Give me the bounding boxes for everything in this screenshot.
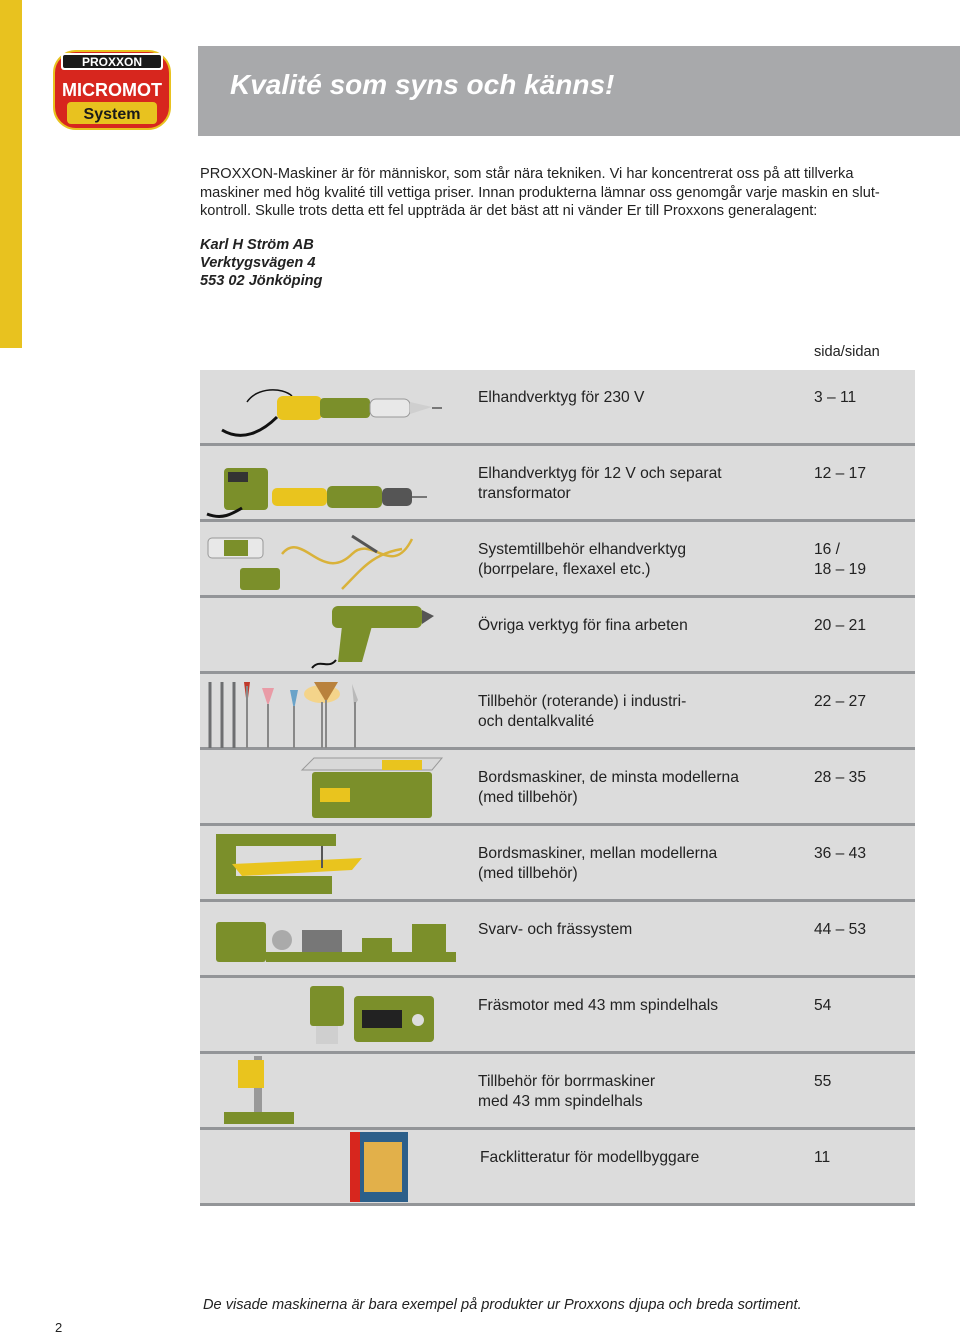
toc-row-pages: 20 – 21 <box>814 617 867 634</box>
rotary-bits-icon <box>202 676 470 748</box>
toc-row-pages: 11 <box>814 1149 831 1166</box>
toc-row[interactable] <box>200 598 915 674</box>
accent-sidebar <box>0 0 22 348</box>
toc-row-pages: 22 – 27 <box>814 693 867 710</box>
toc-row-pages: 55 <box>814 1073 832 1090</box>
book-icon <box>202 1132 470 1204</box>
lathe-icon <box>202 904 470 976</box>
toc-row-pages: 16 / 18 – 19 <box>814 541 867 578</box>
glue-gun-icon <box>202 600 470 672</box>
intro-paragraph <box>200 165 900 221</box>
toc-row-title: Fräsmotor med 43 mm spindelhals <box>478 997 719 1014</box>
toc-row[interactable] <box>200 902 915 978</box>
toc-row[interactable] <box>200 978 915 1054</box>
address-street: Verktygsvägen 4 <box>200 255 316 271</box>
toc-row[interactable] <box>200 1054 915 1130</box>
intro-line: PROXXON-Maskiner är för människor, som står nära tekniken. Vi har koncentrerat oss på att tillverka <box>200 166 854 182</box>
logo-product-text: MICROMOT <box>62 80 162 100</box>
toc-row[interactable] <box>200 826 915 902</box>
toc-row[interactable] <box>200 1130 915 1206</box>
flex-shaft-icon <box>202 524 470 596</box>
toc-row-title: Tillbehör för borrmaskiner med 43 mm spindelhals <box>478 1073 656 1110</box>
toc-row-title: Bordsmaskiner, mellan modellerna (med tillbehör) <box>478 845 718 882</box>
rotary-tool-230v-icon <box>202 372 470 444</box>
address-city: 553 02 Jönköping <box>200 273 323 289</box>
toc-row-title: Elhandverktyg för 12 V och separat transformator <box>478 465 722 502</box>
toc-row[interactable] <box>200 370 915 446</box>
toc-row-pages: 12 – 17 <box>814 465 867 482</box>
toc-row[interactable] <box>200 674 915 750</box>
toc-row-title: Övriga verktyg för fina arbeten <box>478 617 688 634</box>
logo-subtitle-text: System <box>83 106 141 123</box>
toc-row-title: Bordsmaskiner, de minsta modellerna (med tillbehör) <box>478 769 739 806</box>
toc-row[interactable] <box>200 446 915 522</box>
scroll-saw-icon <box>202 828 470 900</box>
toc-row[interactable] <box>200 522 915 598</box>
toc-row-pages: 36 – 43 <box>814 845 867 862</box>
toc-row-pages: 44 – 53 <box>814 921 867 938</box>
toc-row-title: Svarv- och frässystem <box>478 921 633 938</box>
toc-row-title: Tillbehör (roterande) i industri- och dentalkvalité <box>478 693 687 730</box>
address-name: Karl H Ström AB <box>200 237 314 253</box>
table-saw-icon <box>202 752 470 824</box>
toc-row-title: Facklitteratur för modellbyggare <box>480 1149 700 1166</box>
toc-row[interactable] <box>200 750 915 826</box>
page-title: Kvalité som syns och känns! <box>230 69 615 100</box>
drill-stand-icon <box>202 1056 470 1128</box>
pages-column-header: sida/sidan <box>814 344 880 360</box>
header-band <box>198 46 960 136</box>
toc-row-title: Systemtillbehör elhandverktyg (borrpelare, flexaxel etc.) <box>478 541 687 578</box>
agent-address <box>200 236 322 290</box>
logo-brand-text: PROXXON <box>81 55 143 69</box>
toc-row-pages: 54 <box>814 997 832 1014</box>
proxxon-micromot-logo <box>53 50 171 130</box>
mill-motor-icon <box>202 980 470 1052</box>
toc-row-pages: 3 – 11 <box>814 389 857 406</box>
footer-note: De visade maskinerna är bara exempel på produkter ur Proxxons djupa och breda sortiment. <box>203 1297 802 1313</box>
toc-row-pages: 28 – 35 <box>814 769 867 786</box>
intro-line: kontroll. Skulle trots detta ett fel uppträda är det bäst att ni vänder Er till Proxxons generalagent: <box>200 203 818 219</box>
toc-row-title: Elhandverktyg för 230 V <box>478 389 645 406</box>
page-number: 2 <box>55 1320 63 1335</box>
intro-line: maskiner med hög kvalité till vettiga priser. Innan produkterna lämnar oss genomgår varje maskin en slut- <box>200 184 880 201</box>
rotary-tool-12v-transformer-icon <box>202 448 470 520</box>
